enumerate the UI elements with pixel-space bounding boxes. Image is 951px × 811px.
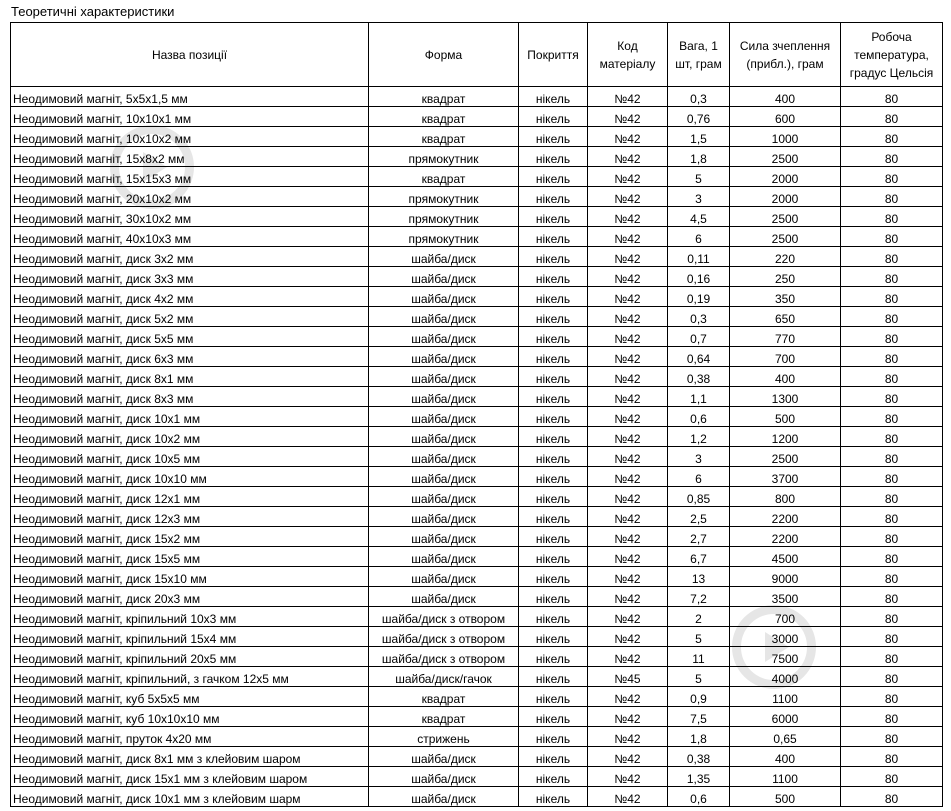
cell-temp: 80 xyxy=(841,547,943,567)
table-row xyxy=(11,307,943,327)
cell-force: 800 xyxy=(730,487,841,507)
cell-shape: шайба/диск з отвором xyxy=(369,607,519,627)
table-caption: Теоретичні характеристики xyxy=(11,4,175,19)
cell-force: 770 xyxy=(730,327,841,347)
cell-shape: квадрат xyxy=(369,687,519,707)
cell-name: Неодимовий магніт, 10х10х2 мм xyxy=(11,127,369,147)
table-row xyxy=(11,607,943,627)
cell-name: Неодимовий магніт, диск 8х1 мм xyxy=(11,367,369,387)
cell-name: Неодимовий магніт, диск 12х1 мм xyxy=(11,487,369,507)
cell-name: Неодимовий магніт, куб 5х5х5 мм xyxy=(11,687,369,707)
cell-weight: 2 xyxy=(668,607,730,627)
table-row xyxy=(11,687,943,707)
table-row xyxy=(11,187,943,207)
cell-temp: 80 xyxy=(841,647,943,667)
table-row xyxy=(11,387,943,407)
cell-temp: 80 xyxy=(841,407,943,427)
table-row xyxy=(11,87,943,107)
cell-coating: нікель xyxy=(519,227,588,247)
cell-weight: 4,5 xyxy=(668,207,730,227)
cell-weight: 0,64 xyxy=(668,347,730,367)
cell-force: 400 xyxy=(730,87,841,107)
cell-shape: шайба/диск xyxy=(369,267,519,287)
column-header-name: Назва позиції xyxy=(11,23,369,87)
cell-temp: 80 xyxy=(841,207,943,227)
cell-coating: нікель xyxy=(519,667,588,687)
cell-code: №42 xyxy=(588,187,668,207)
cell-weight: 0,38 xyxy=(668,747,730,767)
cell-code: №42 xyxy=(588,447,668,467)
cell-force: 9000 xyxy=(730,567,841,587)
table-row xyxy=(11,267,943,287)
cell-force: 2500 xyxy=(730,147,841,167)
cell-coating: нікель xyxy=(519,707,588,727)
cell-name: Неодимовий магніт, 30х10х2 мм xyxy=(11,207,369,227)
cell-temp: 80 xyxy=(841,147,943,167)
cell-temp: 80 xyxy=(841,427,943,447)
cell-temp: 80 xyxy=(841,587,943,607)
cell-weight: 2,5 xyxy=(668,507,730,527)
cell-temp: 80 xyxy=(841,767,943,787)
cell-code: №42 xyxy=(588,627,668,647)
table-row xyxy=(11,507,943,527)
cell-code: №42 xyxy=(588,727,668,747)
cell-name: Неодимовий магніт, диск 15х2 мм xyxy=(11,527,369,547)
cell-code: №42 xyxy=(588,587,668,607)
cell-weight: 0,85 xyxy=(668,487,730,507)
cell-shape: шайба/диск xyxy=(369,407,519,427)
cell-shape: прямокутник xyxy=(369,227,519,247)
cell-force: 700 xyxy=(730,347,841,367)
cell-name: Неодимовий магніт, диск 15х1 мм з клейовим шаром xyxy=(11,767,369,787)
cell-coating: нікель xyxy=(519,767,588,787)
cell-coating: нікель xyxy=(519,787,588,807)
cell-weight: 2,7 xyxy=(668,527,730,547)
cell-shape: шайба/диск xyxy=(369,767,519,787)
column-header-coating: Покриття xyxy=(519,23,588,87)
cell-weight: 0,11 xyxy=(668,247,730,267)
table-row xyxy=(11,627,943,647)
cell-weight: 0,16 xyxy=(668,267,730,287)
cell-force: 600 xyxy=(730,107,841,127)
cell-temp: 80 xyxy=(841,227,943,247)
cell-name: Неодимовий магніт, 5х5х1,5 мм xyxy=(11,87,369,107)
cell-weight: 0,19 xyxy=(668,287,730,307)
cell-coating: нікель xyxy=(519,407,588,427)
cell-coating: нікель xyxy=(519,447,588,467)
cell-shape: шайба/диск xyxy=(369,787,519,807)
cell-coating: нікель xyxy=(519,107,588,127)
cell-force: 350 xyxy=(730,287,841,307)
table-row xyxy=(11,327,943,347)
cell-weight: 3 xyxy=(668,187,730,207)
table-row xyxy=(11,367,943,387)
cell-temp: 80 xyxy=(841,387,943,407)
cell-temp: 80 xyxy=(841,787,943,807)
cell-coating: нікель xyxy=(519,467,588,487)
cell-force: 3000 xyxy=(730,627,841,647)
cell-weight: 0,7 xyxy=(668,327,730,347)
cell-code: №42 xyxy=(588,167,668,187)
table-row xyxy=(11,547,943,567)
cell-code: №42 xyxy=(588,687,668,707)
cell-force: 4000 xyxy=(730,667,841,687)
table-row xyxy=(11,407,943,427)
table-row xyxy=(11,347,943,367)
cell-shape: шайба/диск xyxy=(369,307,519,327)
cell-shape: шайба/диск з отвором xyxy=(369,647,519,667)
cell-force: 2500 xyxy=(730,207,841,227)
cell-weight: 6 xyxy=(668,227,730,247)
cell-coating: нікель xyxy=(519,247,588,267)
cell-temp: 80 xyxy=(841,507,943,527)
cell-coating: нікель xyxy=(519,87,588,107)
cell-name: Неодимовий магніт, диск 10х5 мм xyxy=(11,447,369,467)
cell-weight: 7,2 xyxy=(668,587,730,607)
cell-shape: шайба/диск xyxy=(369,327,519,347)
cell-coating: нікель xyxy=(519,427,588,447)
table-row xyxy=(11,287,943,307)
cell-shape: шайба/диск xyxy=(369,347,519,367)
cell-code: №42 xyxy=(588,347,668,367)
cell-weight: 0,3 xyxy=(668,307,730,327)
cell-name: Неодимовий магніт, диск 5х5 мм xyxy=(11,327,369,347)
cell-temp: 80 xyxy=(841,167,943,187)
cell-name: Неодимовий магніт, 10х10х1 мм xyxy=(11,107,369,127)
cell-name: Неодимовий магніт, диск 20х3 мм xyxy=(11,587,369,607)
cell-shape: шайба/диск з отвором xyxy=(369,627,519,647)
table-row xyxy=(11,487,943,507)
cell-code: №42 xyxy=(588,267,668,287)
cell-name: Неодимовий магніт, диск 4х2 мм xyxy=(11,287,369,307)
cell-name: Неодимовий магніт, диск 3х3 мм xyxy=(11,267,369,287)
cell-weight: 5 xyxy=(668,627,730,647)
cell-force: 2500 xyxy=(730,227,841,247)
cell-weight: 0,76 xyxy=(668,107,730,127)
cell-coating: нікель xyxy=(519,387,588,407)
cell-temp: 80 xyxy=(841,707,943,727)
cell-code: №42 xyxy=(588,427,668,447)
cell-coating: нікель xyxy=(519,567,588,587)
column-header-weight: Вага, 1 шт, грам xyxy=(668,23,730,87)
table-header-row xyxy=(11,23,943,87)
cell-force: 4500 xyxy=(730,547,841,567)
cell-code: №42 xyxy=(588,607,668,627)
cell-name: Неодимовий магніт, 40х10х3 мм xyxy=(11,227,369,247)
cell-code: №42 xyxy=(588,287,668,307)
table-row xyxy=(11,747,943,767)
cell-name: Неодимовий магніт, пруток 4х20 мм xyxy=(11,727,369,747)
cell-shape: шайба/диск xyxy=(369,547,519,567)
cell-name: Неодимовий магніт, кріпильний, з гачком 12х5 мм xyxy=(11,667,369,687)
cell-name: Неодимовий магніт, диск 8х1 мм з клейовим шаром xyxy=(11,747,369,767)
cell-code: №42 xyxy=(588,467,668,487)
table-row xyxy=(11,127,943,147)
column-header-code: Код матеріалу xyxy=(588,23,668,87)
cell-name: Неодимовий магніт, кріпильний 10х3 мм xyxy=(11,607,369,627)
cell-shape: прямокутник xyxy=(369,187,519,207)
column-header-shape: Форма xyxy=(369,23,519,87)
cell-coating: нікель xyxy=(519,347,588,367)
cell-force: 3700 xyxy=(730,467,841,487)
cell-shape: квадрат xyxy=(369,127,519,147)
cell-shape: шайба/диск xyxy=(369,247,519,267)
table-row xyxy=(11,727,943,747)
table-row xyxy=(11,567,943,587)
cell-force: 700 xyxy=(730,607,841,627)
cell-name: Неодимовий магніт, диск 5х2 мм xyxy=(11,307,369,327)
cell-shape: шайба/диск xyxy=(369,427,519,447)
cell-weight: 7,5 xyxy=(668,707,730,727)
cell-temp: 80 xyxy=(841,687,943,707)
cell-shape: шайба/диск/гачок xyxy=(369,667,519,687)
cell-weight: 6 xyxy=(668,467,730,487)
cell-shape: шайба/диск xyxy=(369,507,519,527)
cell-coating: нікель xyxy=(519,747,588,767)
cell-name: Неодимовий магніт, диск 10х2 мм xyxy=(11,427,369,447)
cell-temp: 80 xyxy=(841,467,943,487)
cell-shape: квадрат xyxy=(369,707,519,727)
cell-name: Неодимовий магніт, диск 3х2 мм xyxy=(11,247,369,267)
cell-force: 220 xyxy=(730,247,841,267)
cell-force: 250 xyxy=(730,267,841,287)
cell-name: Неодимовий магніт, диск 10х1 мм з клейовим шарм xyxy=(11,787,369,807)
cell-shape: квадрат xyxy=(369,167,519,187)
cell-force: 2000 xyxy=(730,167,841,187)
cell-code: №42 xyxy=(588,367,668,387)
cell-temp: 80 xyxy=(841,367,943,387)
table-row xyxy=(11,147,943,167)
table-row xyxy=(11,207,943,227)
cell-temp: 80 xyxy=(841,567,943,587)
table-row xyxy=(11,247,943,267)
cell-coating: нікель xyxy=(519,627,588,647)
cell-name: Неодимовий магніт, 15х15х3 мм xyxy=(11,167,369,187)
cell-temp: 80 xyxy=(841,347,943,367)
cell-coating: нікель xyxy=(519,287,588,307)
cell-name: Неодимовий магніт, диск 15х10 мм xyxy=(11,567,369,587)
cell-weight: 0,9 xyxy=(668,687,730,707)
cell-temp: 80 xyxy=(841,107,943,127)
cell-name: Неодимовий магніт, кріпильний 20х5 мм xyxy=(11,647,369,667)
cell-coating: нікель xyxy=(519,607,588,627)
cell-coating: нікель xyxy=(519,647,588,667)
cell-weight: 1,8 xyxy=(668,727,730,747)
column-header-force: Сила зчеплення (прибл.), грам xyxy=(730,23,841,87)
cell-coating: нікель xyxy=(519,687,588,707)
cell-temp: 80 xyxy=(841,727,943,747)
cell-weight: 1,35 xyxy=(668,767,730,787)
cell-code: №42 xyxy=(588,767,668,787)
cell-code: №42 xyxy=(588,747,668,767)
cell-force: 0,65 xyxy=(730,727,841,747)
cell-force: 3500 xyxy=(730,587,841,607)
cell-shape: шайба/диск xyxy=(369,487,519,507)
cell-force: 1100 xyxy=(730,687,841,707)
cell-shape: шайба/диск xyxy=(369,587,519,607)
cell-code: №42 xyxy=(588,647,668,667)
cell-force: 500 xyxy=(730,787,841,807)
cell-name: Неодимовий магніт, куб 10х10х10 мм xyxy=(11,707,369,727)
cell-coating: нікель xyxy=(519,147,588,167)
cell-code: №42 xyxy=(588,87,668,107)
cell-temp: 80 xyxy=(841,87,943,107)
cell-force: 1300 xyxy=(730,387,841,407)
cell-coating: нікель xyxy=(519,487,588,507)
cell-coating: нікель xyxy=(519,327,588,347)
cell-coating: нікель xyxy=(519,167,588,187)
cell-name: Неодимовий магніт, диск 10х1 мм xyxy=(11,407,369,427)
cell-name: Неодимовий магніт, диск 8х3 мм xyxy=(11,387,369,407)
cell-shape: стрижень xyxy=(369,727,519,747)
cell-coating: нікель xyxy=(519,547,588,567)
cell-temp: 80 xyxy=(841,287,943,307)
table-row xyxy=(11,427,943,447)
table-row xyxy=(11,527,943,547)
cell-coating: нікель xyxy=(519,127,588,147)
cell-shape: шайба/диск xyxy=(369,467,519,487)
cell-temp: 80 xyxy=(841,527,943,547)
table-row xyxy=(11,667,943,687)
column-header-temp: Робоча температура, градус Цельсія xyxy=(841,23,943,87)
cell-weight: 0,6 xyxy=(668,787,730,807)
cell-code: №42 xyxy=(588,487,668,507)
table-row xyxy=(11,107,943,127)
table-row xyxy=(11,767,943,787)
cell-temp: 80 xyxy=(841,127,943,147)
cell-code: №42 xyxy=(588,307,668,327)
cell-force: 2000 xyxy=(730,187,841,207)
cell-code: №42 xyxy=(588,787,668,807)
cell-weight: 5 xyxy=(668,167,730,187)
cell-name: Неодимовий магніт, диск 12х3 мм xyxy=(11,507,369,527)
cell-shape: шайба/диск xyxy=(369,527,519,547)
cell-weight: 3 xyxy=(668,447,730,467)
cell-shape: шайба/диск xyxy=(369,747,519,767)
cell-temp: 80 xyxy=(841,487,943,507)
cell-weight: 0,3 xyxy=(668,87,730,107)
cell-shape: шайба/диск xyxy=(369,367,519,387)
cell-code: №45 xyxy=(588,667,668,687)
cell-weight: 0,38 xyxy=(668,367,730,387)
cell-code: №42 xyxy=(588,127,668,147)
cell-force: 1100 xyxy=(730,767,841,787)
cell-force: 2200 xyxy=(730,507,841,527)
table-row xyxy=(11,707,943,727)
cell-code: №42 xyxy=(588,507,668,527)
cell-temp: 80 xyxy=(841,447,943,467)
cell-weight: 1,8 xyxy=(668,147,730,167)
cell-code: №42 xyxy=(588,227,668,247)
specs-table xyxy=(10,22,943,807)
cell-coating: нікель xyxy=(519,527,588,547)
cell-shape: шайба/диск xyxy=(369,567,519,587)
cell-code: №42 xyxy=(588,527,668,547)
cell-coating: нікель xyxy=(519,507,588,527)
cell-name: Неодимовий магніт, 20х10х2 мм xyxy=(11,187,369,207)
cell-force: 1000 xyxy=(730,127,841,147)
cell-code: №42 xyxy=(588,247,668,267)
cell-code: №42 xyxy=(588,707,668,727)
table-row xyxy=(11,447,943,467)
cell-shape: шайба/диск xyxy=(369,287,519,307)
cell-code: №42 xyxy=(588,387,668,407)
cell-shape: шайба/диск xyxy=(369,447,519,467)
cell-temp: 80 xyxy=(841,327,943,347)
cell-force: 650 xyxy=(730,307,841,327)
cell-coating: нікель xyxy=(519,207,588,227)
table-row xyxy=(11,647,943,667)
cell-shape: шайба/диск xyxy=(369,387,519,407)
cell-weight: 1,5 xyxy=(668,127,730,147)
cell-temp: 80 xyxy=(841,307,943,327)
cell-weight: 6,7 xyxy=(668,547,730,567)
cell-temp: 80 xyxy=(841,747,943,767)
cell-temp: 80 xyxy=(841,607,943,627)
cell-force: 6000 xyxy=(730,707,841,727)
cell-coating: нікель xyxy=(519,727,588,747)
table-row xyxy=(11,467,943,487)
cell-shape: прямокутник xyxy=(369,207,519,227)
cell-code: №42 xyxy=(588,567,668,587)
cell-weight: 0,6 xyxy=(668,407,730,427)
cell-coating: нікель xyxy=(519,587,588,607)
cell-code: №42 xyxy=(588,207,668,227)
cell-weight: 5 xyxy=(668,667,730,687)
cell-temp: 80 xyxy=(841,247,943,267)
cell-name: Неодимовий магніт, кріпильний 15х4 мм xyxy=(11,627,369,647)
table-row xyxy=(11,587,943,607)
table-row xyxy=(11,167,943,187)
cell-temp: 80 xyxy=(841,627,943,647)
cell-name: Неодимовий магніт, диск 6х3 мм xyxy=(11,347,369,367)
cell-code: №42 xyxy=(588,547,668,567)
cell-force: 500 xyxy=(730,407,841,427)
cell-force: 2200 xyxy=(730,527,841,547)
cell-weight: 1,2 xyxy=(668,427,730,447)
cell-coating: нікель xyxy=(519,267,588,287)
cell-shape: прямокутник xyxy=(369,147,519,167)
cell-force: 400 xyxy=(730,747,841,767)
cell-code: №42 xyxy=(588,407,668,427)
cell-shape: квадрат xyxy=(369,107,519,127)
cell-name: Неодимовий магніт, 15х8х2 мм xyxy=(11,147,369,167)
cell-code: №42 xyxy=(588,147,668,167)
cell-code: №42 xyxy=(588,327,668,347)
cell-weight: 1,1 xyxy=(668,387,730,407)
cell-weight: 13 xyxy=(668,567,730,587)
cell-shape: квадрат xyxy=(369,87,519,107)
cell-weight: 11 xyxy=(668,647,730,667)
cell-force: 2500 xyxy=(730,447,841,467)
cell-coating: нікель xyxy=(519,187,588,207)
cell-temp: 80 xyxy=(841,267,943,287)
cell-temp: 80 xyxy=(841,667,943,687)
cell-coating: нікель xyxy=(519,367,588,387)
cell-force: 7500 xyxy=(730,647,841,667)
cell-force: 400 xyxy=(730,367,841,387)
table-row xyxy=(11,227,943,247)
cell-code: №42 xyxy=(588,107,668,127)
cell-force: 1200 xyxy=(730,427,841,447)
cell-name: Неодимовий магніт, диск 10х10 мм xyxy=(11,467,369,487)
cell-temp: 80 xyxy=(841,187,943,207)
cell-coating: нікель xyxy=(519,307,588,327)
table-row xyxy=(11,787,943,807)
cell-name: Неодимовий магніт, диск 15х5 мм xyxy=(11,547,369,567)
